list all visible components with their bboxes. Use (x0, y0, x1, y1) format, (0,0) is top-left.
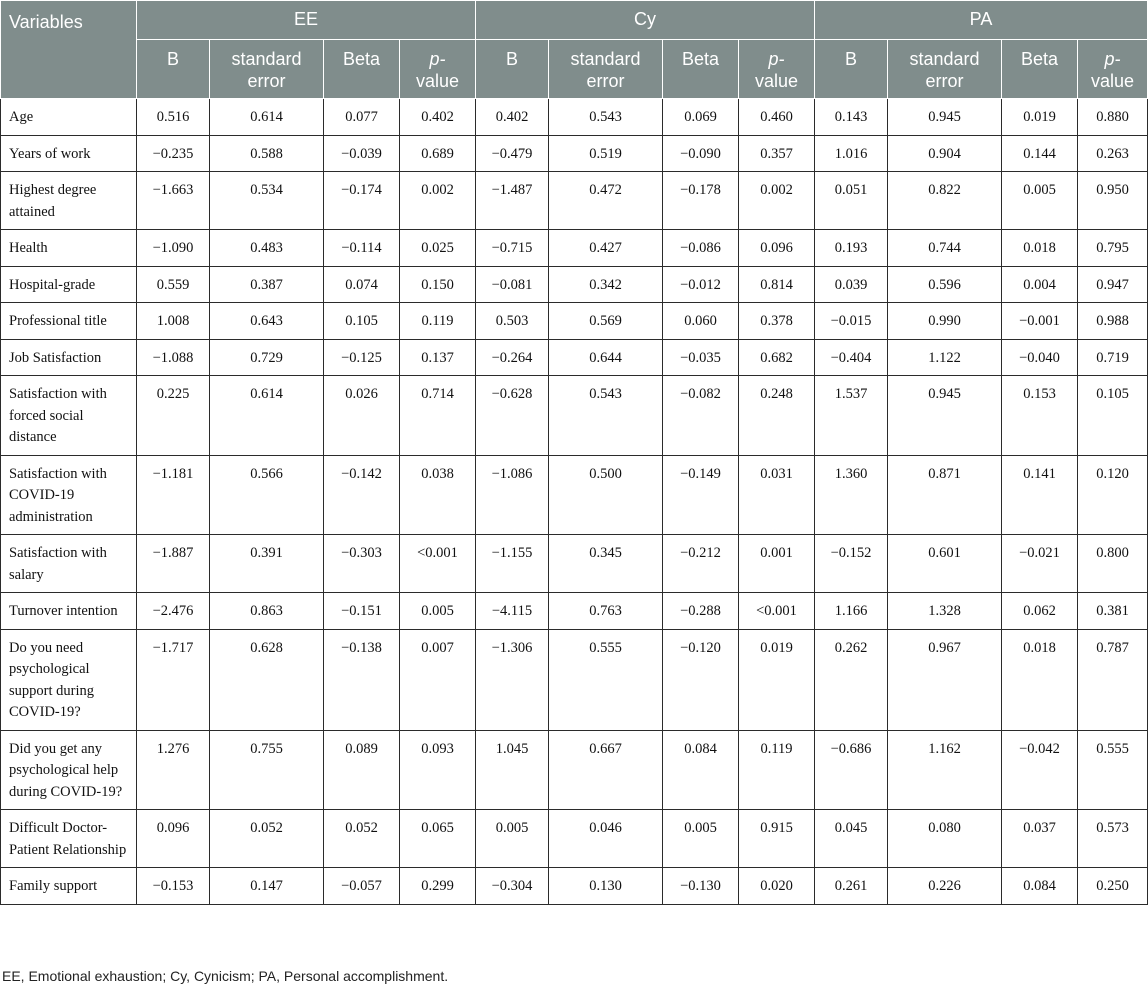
subcol-header (1078, 40, 1148, 99)
value-cell: 0.005 (1002, 172, 1078, 230)
value-cell: 0.483 (210, 230, 324, 267)
value-cell: −0.235 (137, 135, 210, 172)
value-cell: −0.086 (663, 230, 739, 267)
table-row (1, 339, 1148, 376)
value-cell: 0.089 (324, 730, 400, 810)
value-cell: 0.795 (1078, 230, 1148, 267)
value-cell: −0.040 (1002, 339, 1078, 376)
value-cell: 0.046 (549, 810, 663, 868)
value-cell: −0.479 (476, 135, 549, 172)
value-cell: −0.288 (663, 593, 739, 630)
value-cell: 0.039 (815, 266, 888, 303)
variable-name-cell: Difficult Doctor-Patient Relationship (1, 810, 137, 868)
value-cell: 1.162 (888, 730, 1002, 810)
value-cell: 0.105 (1078, 376, 1148, 456)
value-cell: 0.074 (324, 266, 400, 303)
table-row (1, 172, 1148, 230)
value-cell: −0.153 (137, 868, 210, 905)
value-cell: 0.002 (400, 172, 476, 230)
value-cell: 0.005 (476, 810, 549, 868)
value-cell: −1.155 (476, 535, 549, 593)
value-cell: −0.178 (663, 172, 739, 230)
subcol-header-line: value (1091, 71, 1135, 91)
subcol-header (549, 40, 663, 99)
value-cell: 1.122 (888, 339, 1002, 376)
value-cell: 0.065 (400, 810, 476, 868)
subcol-header (324, 40, 400, 99)
value-cell: 0.143 (815, 99, 888, 136)
value-cell: 0.402 (400, 99, 476, 136)
value-cell: 0.226 (888, 868, 1002, 905)
value-cell: 0.026 (324, 376, 400, 456)
value-cell: 0.250 (1078, 868, 1148, 905)
value-cell: −1.306 (476, 629, 549, 730)
value-cell: −0.212 (663, 535, 739, 593)
value-cell: −0.015 (815, 303, 888, 340)
table-row (1, 135, 1148, 172)
value-cell: 0.225 (137, 376, 210, 456)
value-cell: 0.263 (1078, 135, 1148, 172)
subcol-header-line: error (586, 71, 625, 91)
value-cell: −0.130 (663, 868, 739, 905)
value-cell: 0.945 (888, 376, 1002, 456)
value-cell: −4.115 (476, 593, 549, 630)
value-cell: 0.755 (210, 730, 324, 810)
value-cell: 0.534 (210, 172, 324, 230)
subcol-header-line: value (755, 71, 799, 91)
table-row (1, 593, 1148, 630)
variable-name-cell: Professional title (1, 303, 137, 340)
value-cell: 0.863 (210, 593, 324, 630)
value-cell: 0.543 (549, 376, 663, 456)
value-cell: 1.045 (476, 730, 549, 810)
value-cell: 0.051 (815, 172, 888, 230)
table-body (1, 99, 1148, 905)
value-cell: −0.142 (324, 455, 400, 535)
value-cell: 0.378 (739, 303, 815, 340)
value-cell: 0.019 (1002, 99, 1078, 136)
value-cell: 0.130 (549, 868, 663, 905)
subcol-header-line: Beta (682, 49, 720, 69)
value-cell: −2.476 (137, 593, 210, 630)
value-cell: 0.566 (210, 455, 324, 535)
subcol-header-line: p- (768, 49, 785, 69)
value-cell: 0.814 (739, 266, 815, 303)
value-cell: −0.138 (324, 629, 400, 730)
value-cell: 0.345 (549, 535, 663, 593)
value-cell: 0.800 (1078, 535, 1148, 593)
value-cell: −0.149 (663, 455, 739, 535)
value-cell: 0.261 (815, 868, 888, 905)
value-cell: 0.667 (549, 730, 663, 810)
value-cell: 0.822 (888, 172, 1002, 230)
group-header-ee: EE (137, 1, 476, 40)
value-cell: 0.601 (888, 535, 1002, 593)
value-cell: 0.120 (1078, 455, 1148, 535)
value-cell: −1.088 (137, 339, 210, 376)
value-cell: 0.037 (1002, 810, 1078, 868)
subcol-header-line: B (506, 49, 519, 69)
value-cell: −0.001 (1002, 303, 1078, 340)
value-cell: 0.472 (549, 172, 663, 230)
value-cell: 0.096 (137, 810, 210, 868)
value-cell: 0.018 (1002, 629, 1078, 730)
subcol-header (476, 40, 549, 99)
value-cell: 0.357 (739, 135, 815, 172)
value-cell: 0.763 (549, 593, 663, 630)
value-cell: 0.555 (1078, 730, 1148, 810)
value-cell: 0.031 (739, 455, 815, 535)
value-cell: 0.060 (663, 303, 739, 340)
value-cell: 0.614 (210, 376, 324, 456)
subcol-header-line: error (925, 71, 964, 91)
value-cell: −0.715 (476, 230, 549, 267)
value-cell: 0.084 (1002, 868, 1078, 905)
subcol-header-line: Beta (342, 49, 381, 69)
variables-header: Variables (1, 1, 137, 99)
value-cell: 0.144 (1002, 135, 1078, 172)
subcol-header-line: B (166, 49, 179, 69)
subcol-header-line: p- (429, 49, 446, 69)
subcol-header (815, 40, 888, 99)
subcol-header-line: standard (231, 49, 302, 69)
value-cell: 0.460 (739, 99, 815, 136)
value-cell: 0.299 (400, 868, 476, 905)
value-cell: 1.537 (815, 376, 888, 456)
variable-name-cell: Satisfaction with forced social distance (1, 376, 137, 456)
value-cell: −0.021 (1002, 535, 1078, 593)
value-cell: −0.151 (324, 593, 400, 630)
value-cell: 0.019 (739, 629, 815, 730)
value-cell: 1.360 (815, 455, 888, 535)
value-cell: 0.150 (400, 266, 476, 303)
value-cell: 0.990 (888, 303, 1002, 340)
value-cell: 0.147 (210, 868, 324, 905)
value-cell: 1.016 (815, 135, 888, 172)
value-cell: 0.915 (739, 810, 815, 868)
value-cell: 0.967 (888, 629, 1002, 730)
value-cell: 0.519 (549, 135, 663, 172)
value-cell: 0.588 (210, 135, 324, 172)
value-cell: 0.719 (1078, 339, 1148, 376)
value-cell: 0.342 (549, 266, 663, 303)
value-cell: 0.096 (739, 230, 815, 267)
value-cell: 0.714 (400, 376, 476, 456)
variable-name-cell: Turnover intention (1, 593, 137, 630)
value-cell: −0.090 (663, 135, 739, 172)
value-cell: 0.193 (815, 230, 888, 267)
subcol-header-line: B (845, 49, 858, 69)
value-cell: 0.119 (400, 303, 476, 340)
value-cell: 0.141 (1002, 455, 1078, 535)
value-cell: 0.038 (400, 455, 476, 535)
value-cell: 1.008 (137, 303, 210, 340)
subcol-header (663, 40, 739, 99)
value-cell: −0.628 (476, 376, 549, 456)
variable-name-cell: Satisfaction with COVID-19 administration (1, 455, 137, 535)
value-cell: 0.950 (1078, 172, 1148, 230)
value-cell: −0.125 (324, 339, 400, 376)
table-row (1, 99, 1148, 136)
value-cell: 0.052 (324, 810, 400, 868)
value-cell: 0.729 (210, 339, 324, 376)
table-row (1, 810, 1148, 868)
variable-name-cell: Years of work (1, 135, 137, 172)
value-cell: 0.045 (815, 810, 888, 868)
value-cell: 0.248 (739, 376, 815, 456)
value-cell: 0.871 (888, 455, 1002, 535)
value-cell: 0.402 (476, 99, 549, 136)
value-cell: −1.181 (137, 455, 210, 535)
value-cell: 0.555 (549, 629, 663, 730)
value-cell: 0.153 (1002, 376, 1078, 456)
subcol-header-line: p- (1104, 49, 1121, 69)
value-cell: 0.880 (1078, 99, 1148, 136)
value-cell: 0.559 (137, 266, 210, 303)
value-cell: −1.717 (137, 629, 210, 730)
table-header (1, 1, 1148, 99)
table-row (1, 868, 1148, 905)
value-cell: −0.057 (324, 868, 400, 905)
value-cell: <0.001 (739, 593, 815, 630)
subcol-header (739, 40, 815, 99)
value-cell: 0.005 (400, 593, 476, 630)
value-cell: −0.174 (324, 172, 400, 230)
table-footnote: EE, Emotional exhaustion; Cy, Cynicism; PA, Personal accomplishment. (2, 968, 449, 984)
subcol-header (400, 40, 476, 99)
value-cell: 0.787 (1078, 629, 1148, 730)
table-row (1, 535, 1148, 593)
group-header-pa: PA (815, 1, 1148, 40)
value-cell: −0.082 (663, 376, 739, 456)
group-header-cy: Cy (476, 1, 815, 40)
variable-name-cell: Do you need psychological support during COVID-19? (1, 629, 137, 730)
value-cell: −1.887 (137, 535, 210, 593)
variable-name-cell: Hospital-grade (1, 266, 137, 303)
value-cell: 0.543 (549, 99, 663, 136)
value-cell: 0.947 (1078, 266, 1148, 303)
value-cell: 0.387 (210, 266, 324, 303)
value-cell: 0.093 (400, 730, 476, 810)
subcol-header-line: Beta (1021, 49, 1059, 69)
value-cell: −1.663 (137, 172, 210, 230)
value-cell: −1.086 (476, 455, 549, 535)
value-cell: 0.002 (739, 172, 815, 230)
value-cell: 0.628 (210, 629, 324, 730)
value-cell: 0.516 (137, 99, 210, 136)
value-cell: −0.264 (476, 339, 549, 376)
value-cell: 0.381 (1078, 593, 1148, 630)
value-cell: 0.004 (1002, 266, 1078, 303)
value-cell: 0.643 (210, 303, 324, 340)
value-cell: −1.090 (137, 230, 210, 267)
table-row (1, 230, 1148, 267)
value-cell: 1.166 (815, 593, 888, 630)
value-cell: 0.052 (210, 810, 324, 868)
value-cell: 0.614 (210, 99, 324, 136)
subcol-header-line: error (247, 71, 286, 91)
subcol-header-line: standard (909, 49, 980, 69)
table-row (1, 266, 1148, 303)
subcol-header-line: value (415, 71, 460, 91)
value-cell: 0.500 (549, 455, 663, 535)
subcol-header (137, 40, 210, 99)
value-cell: 0.945 (888, 99, 1002, 136)
value-cell: −0.081 (476, 266, 549, 303)
value-cell: −0.304 (476, 868, 549, 905)
variable-name-cell: Did you get any psychological help during COVID-19? (1, 730, 137, 810)
value-cell: 0.084 (663, 730, 739, 810)
table-row (1, 730, 1148, 810)
value-cell: −0.686 (815, 730, 888, 810)
value-cell: 0.025 (400, 230, 476, 267)
value-cell: −0.120 (663, 629, 739, 730)
value-cell: −0.114 (324, 230, 400, 267)
variable-name-cell: Age (1, 99, 137, 136)
value-cell: −0.035 (663, 339, 739, 376)
variable-name-cell: Health (1, 230, 137, 267)
value-cell: 0.689 (400, 135, 476, 172)
table-row (1, 376, 1148, 456)
value-cell: −0.012 (663, 266, 739, 303)
variable-name-cell: Family support (1, 868, 137, 905)
value-cell: −1.487 (476, 172, 549, 230)
variable-name-cell: Satisfaction with salary (1, 535, 137, 593)
value-cell: −0.152 (815, 535, 888, 593)
value-cell: 0.573 (1078, 810, 1148, 868)
value-cell: −0.039 (324, 135, 400, 172)
table-row (1, 629, 1148, 730)
value-cell: 0.644 (549, 339, 663, 376)
value-cell: 0.062 (1002, 593, 1078, 630)
value-cell: 0.077 (324, 99, 400, 136)
value-cell: 0.005 (663, 810, 739, 868)
value-cell: 0.020 (739, 868, 815, 905)
variable-name-cell: Highest degree attained (1, 172, 137, 230)
value-cell: 0.069 (663, 99, 739, 136)
subcol-header (1002, 40, 1078, 99)
value-cell: −0.404 (815, 339, 888, 376)
table-row (1, 455, 1148, 535)
value-cell: 0.007 (400, 629, 476, 730)
subcol-header (210, 40, 324, 99)
value-cell: 0.569 (549, 303, 663, 340)
subcol-header-line: standard (570, 49, 641, 69)
subheader-row (1, 40, 1148, 99)
value-cell: 0.018 (1002, 230, 1078, 267)
value-cell: <0.001 (400, 535, 476, 593)
value-cell: 0.262 (815, 629, 888, 730)
value-cell: −0.303 (324, 535, 400, 593)
table-row (1, 303, 1148, 340)
value-cell: 0.988 (1078, 303, 1148, 340)
subcol-header (888, 40, 1002, 99)
value-cell: 0.001 (739, 535, 815, 593)
value-cell: 0.391 (210, 535, 324, 593)
value-cell: 0.080 (888, 810, 1002, 868)
value-cell: 0.744 (888, 230, 1002, 267)
value-cell: 1.328 (888, 593, 1002, 630)
value-cell: 0.904 (888, 135, 1002, 172)
value-cell: 0.105 (324, 303, 400, 340)
value-cell: −0.042 (1002, 730, 1078, 810)
value-cell: 1.276 (137, 730, 210, 810)
variable-name-cell: Job Satisfaction (1, 339, 137, 376)
value-cell: 0.682 (739, 339, 815, 376)
value-cell: 0.137 (400, 339, 476, 376)
value-cell: 0.119 (739, 730, 815, 810)
value-cell: 0.427 (549, 230, 663, 267)
value-cell: 0.596 (888, 266, 1002, 303)
value-cell: 0.503 (476, 303, 549, 340)
